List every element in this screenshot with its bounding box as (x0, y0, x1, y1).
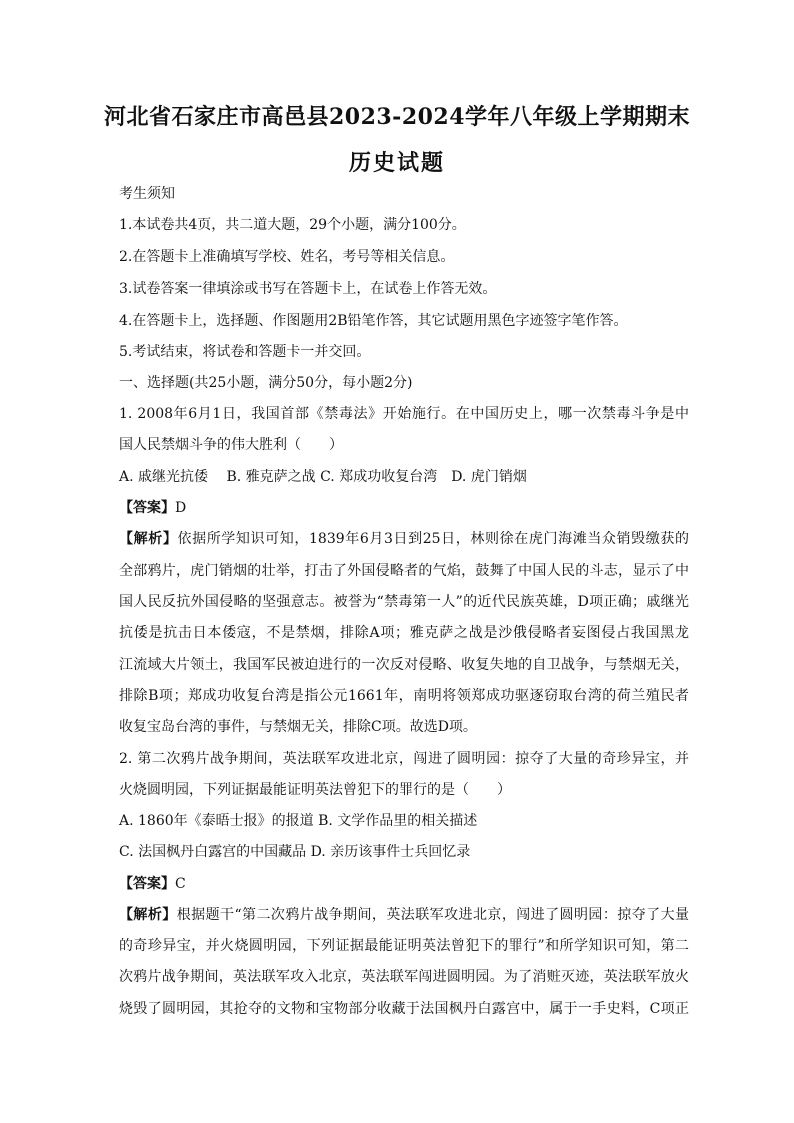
analysis-text: 依据所学知识可知，1839年6月3日到25日，林则徐在虎门海滩当众销毁缴获的 (177, 531, 690, 547)
exam-title: 河北省石家庄市高邑县2023-2024学年八年级上学期期末 (103, 104, 691, 130)
answer-value: C (175, 876, 186, 892)
analysis-line: 收复宝岛台湾的事件，与禁烟无关，排除C项。故选D项。 (119, 719, 477, 735)
question-1-options: A. 戚继光抗倭 B. 雅克萨之战 C. 郑成功收复台湾 D. 虎门销烟 (119, 469, 527, 485)
notice-item: 2.在答题卡上准确填写学校、姓名，考号等相关信息。 (119, 249, 455, 265)
question-2-answer (119, 875, 689, 893)
notice-heading: 考生须知 (119, 186, 175, 202)
analysis-line: 全部鸦片，虎门销烟的壮举，打击了外国侵略者的气焰，鼓舞了中国人民的斗志，显示了中 (119, 563, 689, 579)
analysis-line: 烧毁了圆明园，其抢夺的文物和宝物部分收藏于法国枫丹白露宫中，属于一手史料，C项正 (119, 1001, 689, 1017)
answer-label: 【答案】 (119, 876, 175, 892)
analysis-line: 排除B项；郑成功收复台湾是指公元1661年，南明将领郑成功驱逐窃取台湾的荷兰殖民者 (119, 688, 689, 704)
analysis-line: 江流域大片领土，我国军民被迫进行的一次反对侵略、收复失地的自卫战争，与禁烟无关， (119, 657, 689, 673)
notice-item: 5.考试结束，将试卷和答题卡一并交回。 (119, 344, 371, 360)
question-1-stem: 1. 2008年6月1日，我国首部《禁毒法》开始施行。在中国历史上，哪一次禁毒斗争是中 (119, 406, 689, 422)
question-2-stem: 2. 第二次鸦片战争期间，英法联军攻进北京，闯进了圆明园：掠夺了大量的奇珍异宝，并 (119, 751, 689, 767)
question-1-answer (119, 499, 689, 517)
question-2-analysis (119, 906, 689, 924)
analysis-line: 抗倭是抗击日本倭寇，不是禁烟，排除A项；雅克萨之战是沙俄侵略者妄图侵占我国黑龙 (119, 625, 689, 641)
answer-value: D (175, 500, 187, 516)
analysis-text: 根据题干“第二次鸦片战争期间，英法联军攻进北京，闯进了圆明园：掠夺了大量 (176, 907, 690, 923)
analysis-label: 【解析】 (119, 907, 177, 923)
question-2-stem-cont: 火烧圆明园，下列证据最能证明英法曾犯下的罪行的是（ ） (119, 782, 511, 798)
analysis-line: 的奇珍异宝，并火烧圆明园，下列证据最能证明英法曾犯下的罪行”和所学知识可知，第二 (119, 938, 689, 954)
notice-item: 1.本试卷共4页，共二道大题，29个小题，满分100分。 (119, 217, 466, 233)
exam-subtitle: 历史试题 (348, 150, 445, 176)
question-2-options-ab: A. 1860年《泰晤士报》的报道 B. 文学作品里的相关描述 (119, 813, 478, 829)
question-2-options-cd: C. 法国枫丹白露宫的中国藏品 D. 亲历该事件士兵回忆录 (119, 844, 471, 860)
notice-item: 4.在答题卡上，选择题、作图题用2B铅笔作答，其它试题用黑色字迹签字笔作答。 (119, 313, 628, 329)
question-1-stem-cont: 国人民禁烟斗争的伟大胜利（ ） (119, 437, 343, 453)
section-heading: 一、选择题(共25小题，满分50分，每小题2分) (119, 375, 413, 391)
notice-item: 3.试卷答案一律填涂或书写在答题卡上，在试卷上作答无效。 (119, 281, 497, 297)
question-1-analysis (119, 530, 689, 548)
analysis-line: 次鸦片战争期间，英法联军攻入北京，英法联军闯进圆明园。为了消赃灭迹，英法联军放火 (119, 969, 689, 985)
analysis-line: 国人民反抗外国侵略的坚强意志。被誉为“禁毒第一人”的近代民族英雄，D项正确；戚继光 (119, 594, 689, 610)
answer-label: 【答案】 (119, 500, 175, 516)
analysis-label: 【解析】 (119, 531, 178, 547)
